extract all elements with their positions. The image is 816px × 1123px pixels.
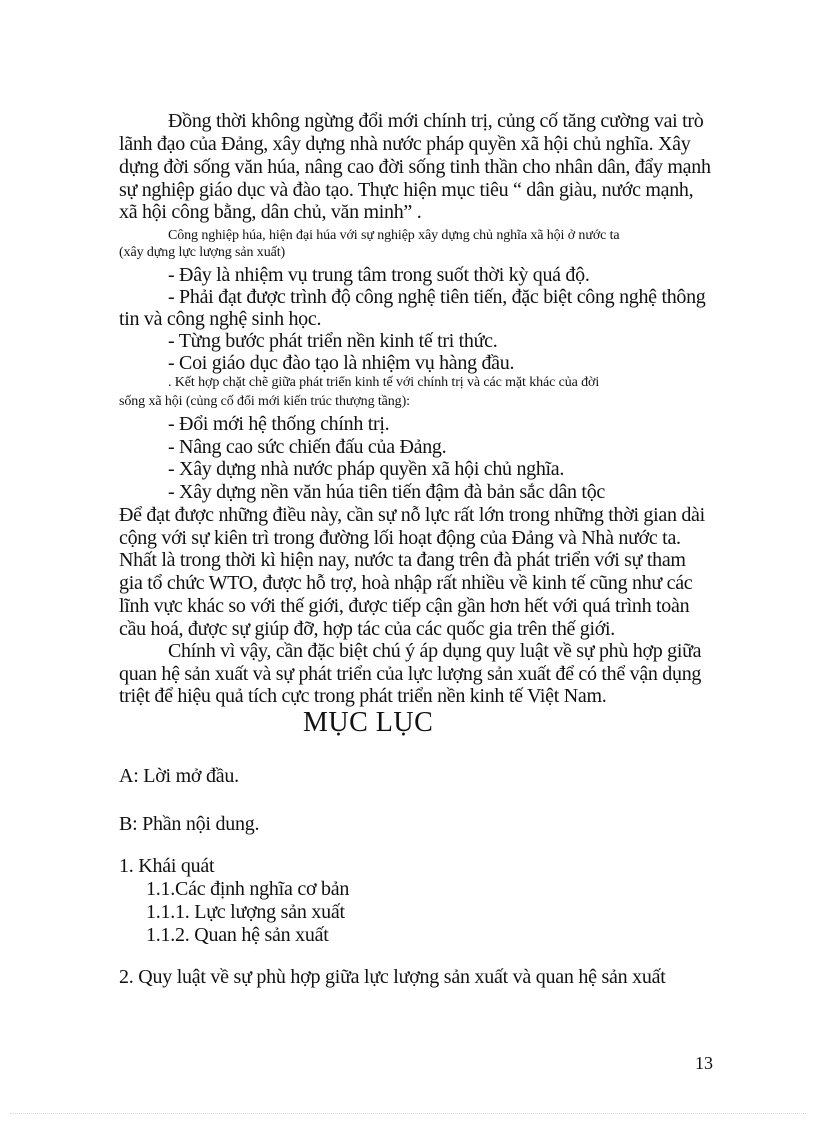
industrialization-point: - Từng bước phát triển nền kinh tế tri thức.	[168, 330, 498, 352]
toc-entry-content: B: Phần nội dung.	[119, 813, 260, 835]
paragraph-line: cầu hoá, được sự giúp đỡ, hợp tác của các quốc gia trên thế giới.	[119, 618, 615, 640]
combination-point: - Xây dựng nhà nước pháp quyền xã hội chủ nghĩa.	[168, 458, 565, 480]
page-number: 13	[695, 1053, 713, 1073]
paragraph-line: Để đạt được những điều này, cần sự nỗ lực rất lớn trong những thời gian dài	[119, 504, 705, 526]
paragraph-line: triệt để hiệu quả tích cực trong phát triển nền kinh tế Việt Nam.	[119, 685, 607, 707]
toc-entry-productive-forces: 1.1.1. Lực lượng sản xuất	[146, 901, 345, 923]
toc-entry-introduction: A: Lời mở đầu.	[119, 765, 239, 787]
combination-heading-line: . Kết hợp chặt chẽ giữa phát triển kinh tế với chính trị và các mặt khác của đời	[168, 375, 600, 390]
paragraph-line: lĩnh vực khác so với thế giới, được tiếp cận gần hơn hết với quá trình toàn	[119, 595, 690, 617]
table-of-contents-title: MỤC LỤC	[303, 707, 434, 738]
industrialization-point: - Đây là nhiệm vụ trung tâm trong suốt thời kỳ quá độ.	[168, 264, 590, 286]
paragraph-line: gia tổ chức WTO, được hỗ trợ, hoà nhập rất nhiều về kinh tế cũng như các	[119, 572, 693, 594]
paragraph-line: Nhất là trong thời kì hiện nay, nước ta đang trên đà phát triển với sự tham	[119, 549, 686, 571]
industrialization-point-continuation: tin và công nghệ sinh học.	[119, 308, 322, 330]
toc-entry-overview: 1. Khái quát	[119, 855, 215, 877]
industrialization-heading-line: Công nghiệp húa, hiện đại húa với sự nghiệp xây dựng chủ nghĩa xã hội ở nước ta	[168, 228, 620, 243]
paragraph-line: lãnh đạo của Đảng, xây dựng nhà nước pháp quyền xã hội chủ nghĩa. Xây	[119, 133, 691, 155]
industrialization-point: - Phải đạt được trình độ công nghệ tiên tiến, đặc biệt công nghệ thông	[168, 286, 706, 308]
page-bottom-border	[10, 1113, 806, 1114]
paragraph-line: quan hệ sản xuất và sự phát triển của lực lượng sản xuất để có thể vận dụng	[119, 663, 702, 685]
combination-point: - Xây dựng nền văn húa tiên tiến đậm đà bản sắc dân tộc	[168, 481, 605, 503]
paragraph-line: sự nghiệp giáo dục và đào tạo. Thực hiện mục tiêu “ dân giàu, nước mạnh,	[119, 179, 694, 201]
paragraph-line: dựng đời sống văn húa, nâng cao đời sống tinh thần cho nhân dân, đẩy mạnh	[119, 156, 711, 178]
combination-heading-line: sống xã hội (củng cố đổi mới kiến trúc thượng tầng):	[119, 394, 410, 409]
industrialization-heading-line: (xây dựng lực lượng sản xuất)	[119, 245, 286, 260]
combination-point: - Nâng cao sức chiến đấu của Đảng.	[168, 436, 447, 458]
paragraph-line: Chính vì vậy, cần đặc biệt chú ý áp dụng quy luật về sự phù hợp giữa	[168, 640, 702, 662]
industrialization-point: - Coi giáo dục đào tạo là nhiệm vụ hàng đầu.	[168, 352, 515, 374]
combination-point: - Đổi mới hệ thống chính trị.	[168, 413, 390, 435]
toc-entry-law-correspondence: 2. Quy luật về sự phù hợp giữa lực lượng sản xuất và quan hệ sản xuất	[119, 966, 666, 988]
toc-entry-basic-definitions: 1.1.Các định nghĩa cơ bản	[146, 878, 350, 900]
paragraph-line: xã hội công bằng, dân chủ, văn minh” .	[119, 201, 422, 223]
paragraph-line: cộng với sự kiên trì trong đường lối hoạt động của Đảng và Nhà nước ta.	[119, 527, 681, 549]
toc-entry-production-relations: 1.1.2. Quan hệ sản xuất	[146, 924, 329, 946]
paragraph-line: Đồng thời không ngừng đổi mới chính trị, củng cố tăng cường vai trò	[168, 110, 704, 132]
